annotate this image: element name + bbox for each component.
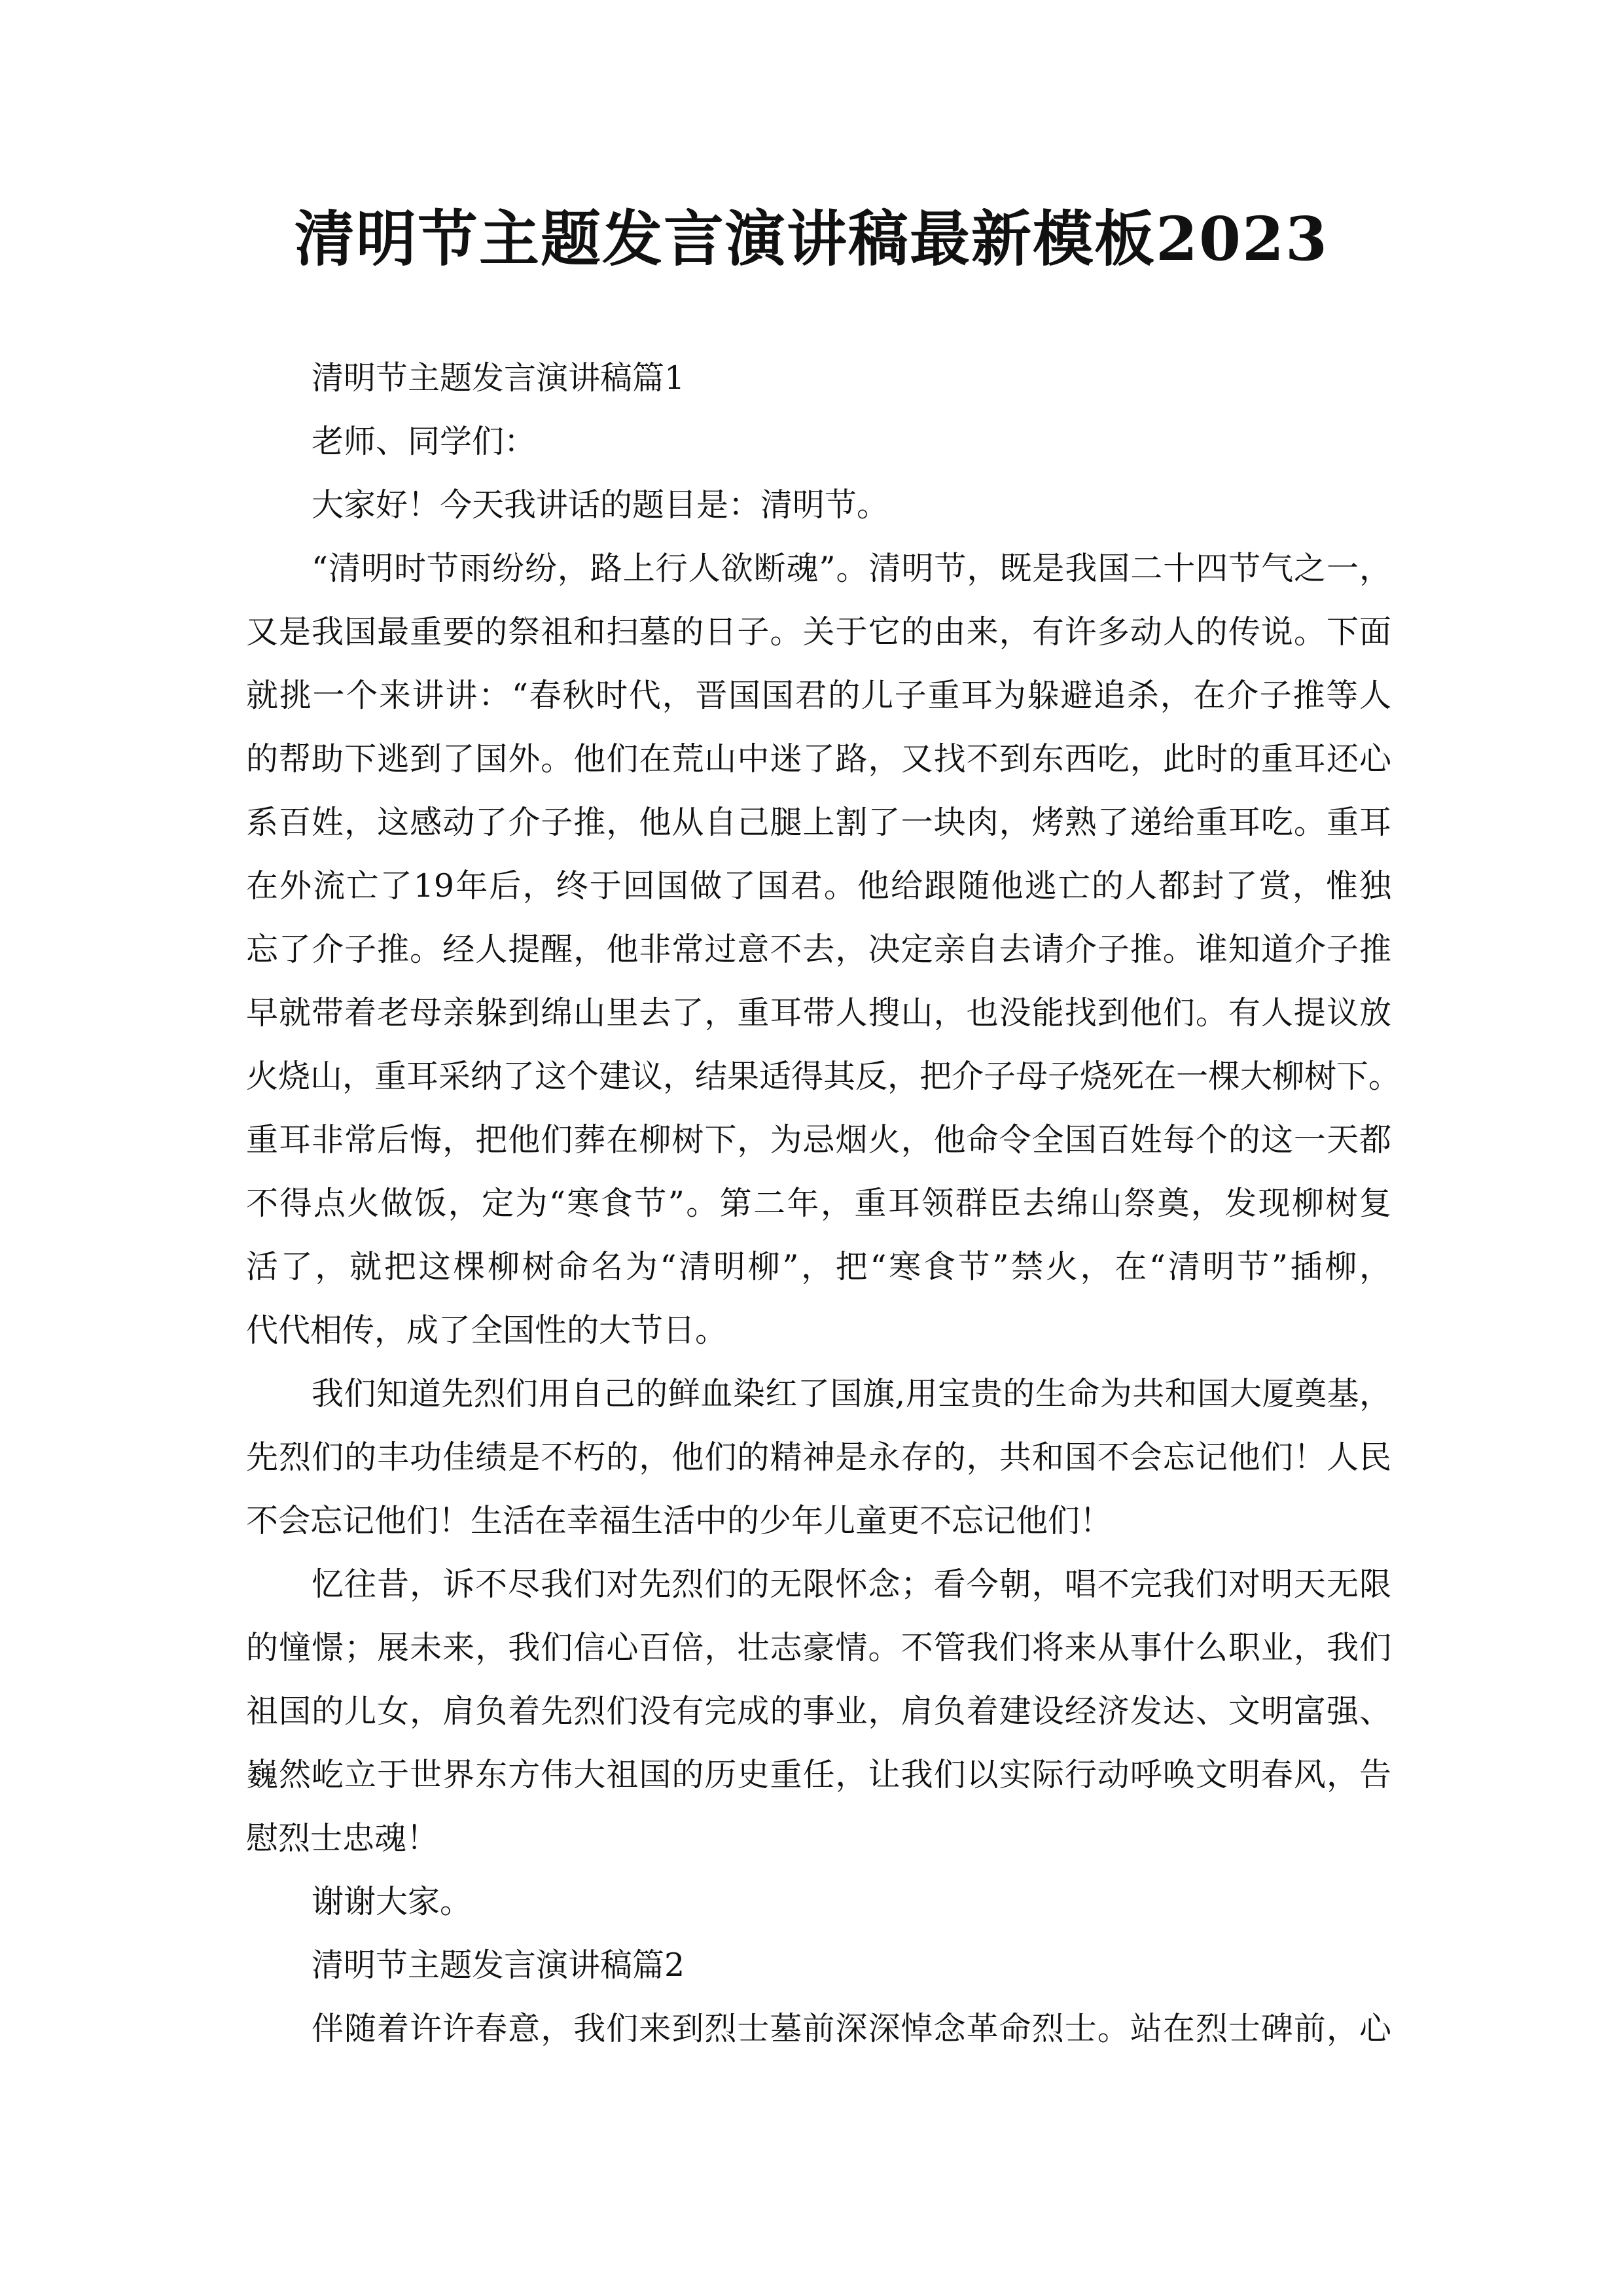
document-title: 清明节主题发言演讲稿最新模板2023 xyxy=(294,204,1329,274)
paragraph xyxy=(246,1997,1391,2060)
text-line: 火烧山，重耳采纳了这个建议，结果适得其反，把介子母子烧死在一棵大柳树下。 xyxy=(246,1058,1401,1095)
paragraph xyxy=(246,537,1401,1362)
text-line: 早就带着老母亲躲到绵山里去了，重耳带人搜山，也没能找到他们。有人提议放 xyxy=(246,994,1391,1031)
document-body xyxy=(246,346,1401,2060)
text-line: 祖国的儿女，肩负着先烈们没有完成的事业，肩负着建设经济发达、文明富强、 xyxy=(246,1693,1391,1730)
paragraph xyxy=(246,1552,1391,1870)
text-line: 谢谢大家。 xyxy=(312,1883,473,1920)
text-line: 又是我国最重要的祭祖和扫墓的日子。关于它的由来，有许多动人的传说。下面 xyxy=(246,613,1391,651)
paragraph xyxy=(246,1870,1391,1933)
text-line: 忆往昔，诉不尽我们对先烈们的无限怀念；看今朝，唱不完我们对明天无限 xyxy=(312,1566,1391,1603)
text-line: 清明节主题发言演讲稿篇2 xyxy=(312,1946,685,1984)
text-line: 清明节主题发言演讲稿篇1 xyxy=(312,359,685,397)
text-line: 系百姓，这感动了介子推，他从自己腿上割了一块肉，烤熟了递给重耳吃。重耳 xyxy=(246,804,1391,841)
text-line: 慰烈士忠魂！ xyxy=(246,1820,439,1857)
text-line: 的憧憬；展未来，我们信心百倍，壮志豪情。不管我们将来从事什么职业，我们 xyxy=(246,1629,1391,1666)
paragraph xyxy=(246,346,1391,410)
text-line: 大家好！今天我讲话的题目是：清明节。 xyxy=(312,486,889,524)
paragraph xyxy=(246,473,1391,537)
text-line: 代代相传，成了全国性的大节日。 xyxy=(246,1312,728,1349)
text-line: 巍然屹立于世界东方伟大祖国的历史重任，让我们以实际行动呼唤文明春风，告 xyxy=(246,1756,1391,1793)
text-line: 重耳非常后悔，把他们葬在柳树下，为忌烟火，他命令全国百姓每个的这一天都 xyxy=(246,1121,1391,1158)
text-line: 活了，就把这棵柳树命名为“清明柳”，把“寒食节”禁火，在“清明节”插柳， xyxy=(246,1248,1391,1285)
text-line: 就挑一个来讲讲：“春秋时代，晋国国君的儿子重耳为躲避追杀，在介子推等人 xyxy=(246,677,1391,714)
text-line: 伴随着许许春意，我们来到烈士墓前深深悼念革命烈士。站在烈士碑前，心 xyxy=(312,2010,1391,2047)
text-line: 我们知道先烈们用自己的鲜血染红了国旗,用宝贵的生命为共和国大厦奠基， xyxy=(312,1375,1391,1412)
text-line: 不得点火做饭，定为“寒食节”。第二年，重耳领群臣去绵山祭奠，发现柳树复 xyxy=(246,1185,1391,1222)
paragraph xyxy=(246,1362,1391,1552)
paragraph xyxy=(246,410,1391,473)
text-line: 忘了介子推。经人提醒，他非常过意不去，决定亲自去请介子推。谁知道介子推 xyxy=(246,931,1391,968)
text-line: “清明时节雨纷纷，路上行人欲断魂”。清明节，既是我国二十四节气之一， xyxy=(312,550,1391,587)
text-line: 先烈们的丰功佳绩是不朽的，他们的精神是永存的，共和国不会忘记他们！人民 xyxy=(246,1439,1391,1476)
text-line: 的帮助下逃到了国外。他们在荒山中迷了路，又找不到东西吃，此时的重耳还心 xyxy=(246,740,1391,778)
text-line: 在外流亡了19年后，终于回国做了国君。他给跟随他逃亡的人都封了赏，惟独 xyxy=(246,867,1391,905)
text-line: 老师、同学们： xyxy=(312,423,537,460)
paragraph xyxy=(246,1933,1391,1997)
text-line: 不会忘记他们！生活在幸福生活中的少年儿童更不忘记他们！ xyxy=(246,1502,1113,1539)
